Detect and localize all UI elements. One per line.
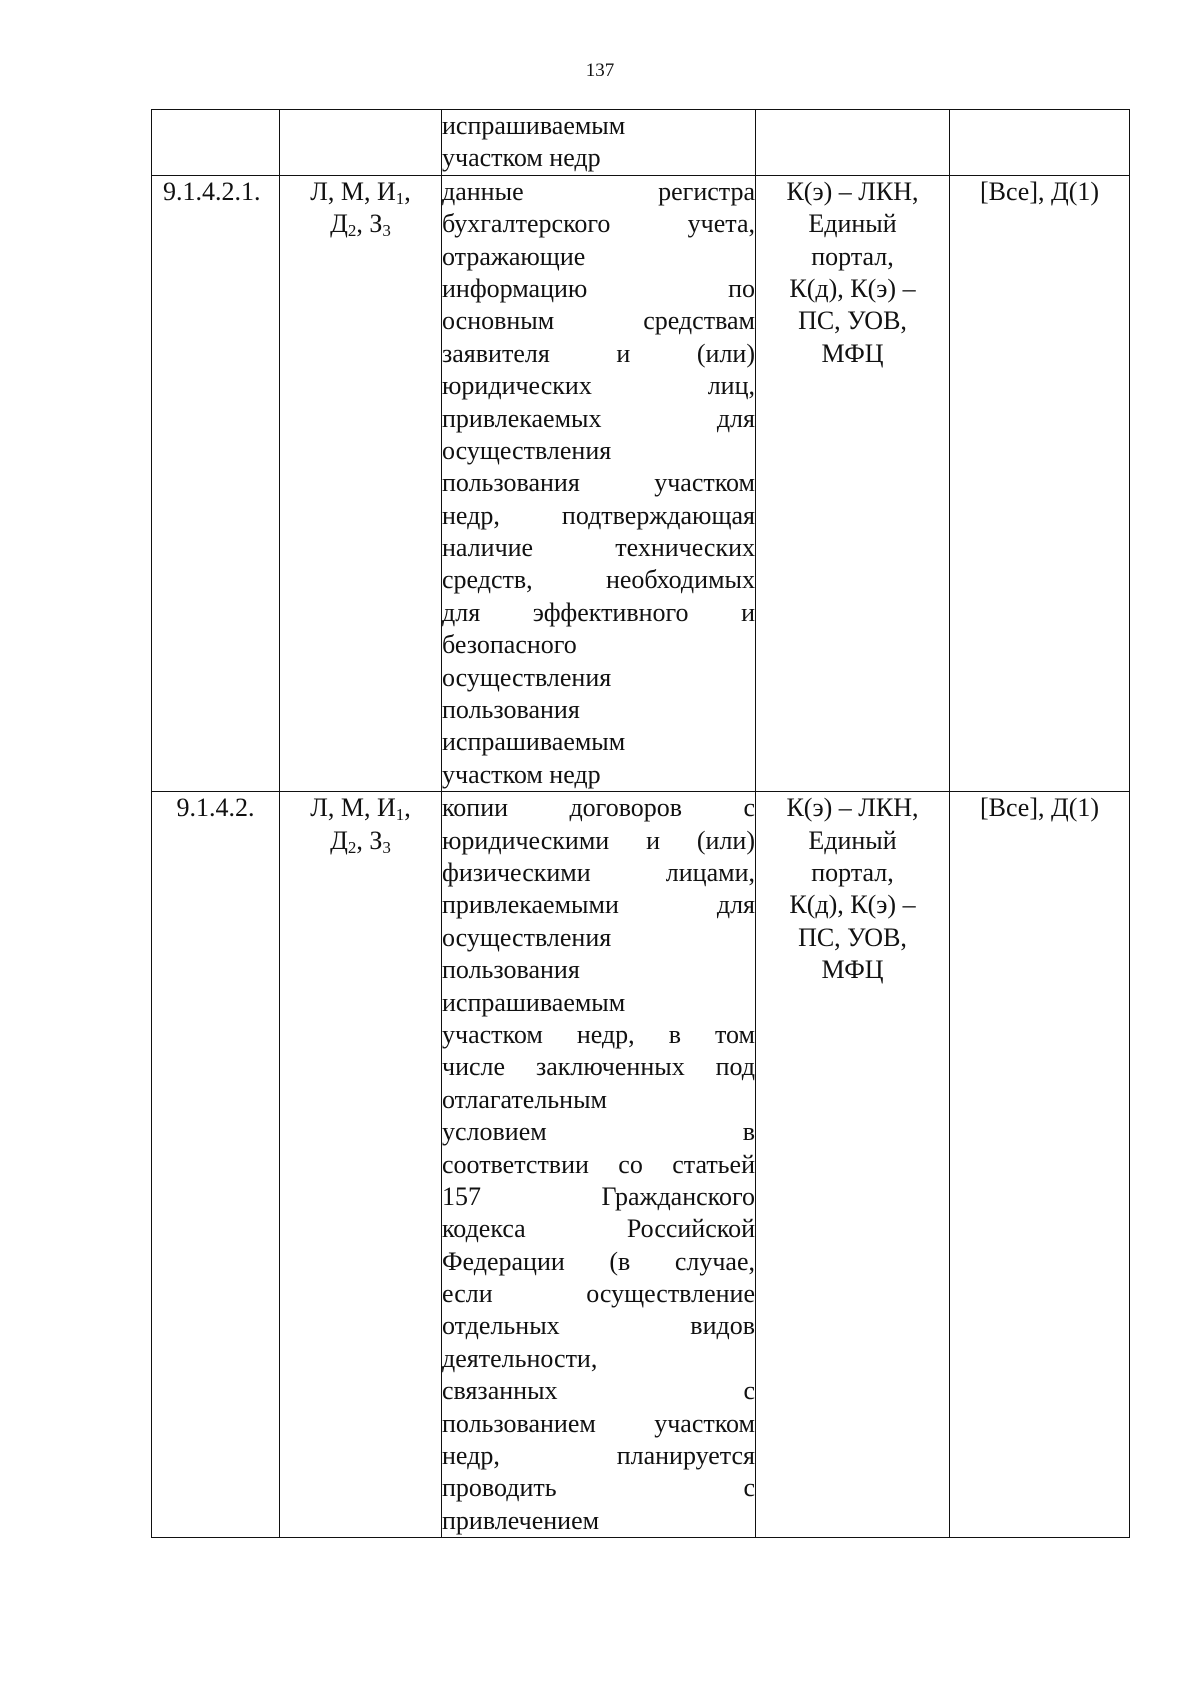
form-line: Единый xyxy=(808,209,897,239)
requirements-table xyxy=(151,109,1130,1538)
description-line: привлекаемых для xyxy=(442,403,755,433)
applicant-text: Л, М, И xyxy=(310,176,396,206)
applicant-text: , xyxy=(404,176,411,206)
form-line: портал, xyxy=(811,241,894,271)
description-line: пользования xyxy=(442,695,580,725)
row-number xyxy=(152,110,280,176)
description-line: привлечением xyxy=(442,1505,600,1535)
description-line: деятельности, xyxy=(442,1343,598,1373)
description-line: пользования участком xyxy=(442,468,755,498)
description-line: информацию по xyxy=(442,273,755,303)
description-line: кодекса Российской xyxy=(442,1214,755,1244)
row-number: 9.1.4.2. xyxy=(152,792,280,1538)
form-line: Единый xyxy=(808,825,897,855)
description-line: бухгалтерского учета, xyxy=(442,209,755,239)
applicant-subscript: 2 xyxy=(347,837,357,857)
description-line: отлагательным xyxy=(442,1084,607,1114)
form-line: МФЦ xyxy=(821,338,884,368)
description-line: средств, необходимых xyxy=(442,565,755,595)
submission-form xyxy=(756,792,950,1538)
description-line: юридическими и (или) xyxy=(442,825,755,855)
description-line: пользованием участком xyxy=(442,1408,755,1438)
description-line: заявителя и (или) xyxy=(442,338,755,368)
description-line: привлекаемыми для xyxy=(442,890,755,920)
form-line: К(э) – ЛКН, xyxy=(786,793,919,823)
document-description xyxy=(442,110,756,176)
description-line: испрашиваемым xyxy=(442,111,626,140)
submission-form xyxy=(756,110,950,176)
scope: [Все], Д(1) xyxy=(950,792,1130,1538)
applicant-text: Д xyxy=(330,209,348,239)
applicant-categories xyxy=(280,110,442,176)
description-line: копии договоров с xyxy=(442,793,755,823)
applicant-categories xyxy=(280,175,442,791)
description-line: отражающие xyxy=(442,241,586,271)
description-line: соответствии со статьей xyxy=(442,1149,755,1179)
description-line: наличие технических xyxy=(442,533,755,563)
description-line: если осуществление xyxy=(442,1279,755,1309)
description-line: участком недр xyxy=(442,759,601,789)
applicant-categories xyxy=(280,792,442,1538)
submission-form xyxy=(756,175,950,791)
description-line: юридических лиц, xyxy=(442,371,755,401)
form-line: К(э) – ЛКН, xyxy=(786,176,919,206)
description-line: недр, подтверждающая xyxy=(442,500,755,530)
description-line: связанных с xyxy=(442,1376,755,1406)
description-line: физическими лицами, xyxy=(442,857,755,887)
description-line: испрашиваемым xyxy=(442,987,626,1017)
description-line: проводить с xyxy=(442,1473,755,1503)
table-row xyxy=(152,792,1130,1538)
description-line: основным средствам xyxy=(442,306,755,336)
applicant-text: , З xyxy=(356,209,383,239)
description-line: условием в xyxy=(442,1117,755,1147)
description-line: осуществления xyxy=(442,435,612,465)
description-line: участком недр, в том xyxy=(442,1019,755,1049)
description-line: безопасного xyxy=(442,630,577,660)
applicant-text: Д xyxy=(330,825,348,855)
description-line: осуществления xyxy=(442,662,612,692)
description-line: Федерации (в случае, xyxy=(442,1246,755,1276)
form-line: ПС, УОВ, xyxy=(798,306,907,336)
form-line: МФЦ xyxy=(821,955,884,985)
applicant-subscript: 3 xyxy=(382,837,391,857)
form-line: портал, xyxy=(811,858,894,888)
form-line: ПС, УОВ, xyxy=(798,922,907,952)
applicant-text: , З xyxy=(356,825,383,855)
applicant-text: , xyxy=(404,793,411,823)
applicant-text: Л, М, И xyxy=(310,793,396,823)
applicant-subscript: 1 xyxy=(395,805,405,825)
page-number: 137 xyxy=(585,60,615,81)
description-line: 157 Гражданского xyxy=(442,1181,755,1211)
description-line: отдельных видов xyxy=(442,1311,755,1341)
form-line: К(д), К(э) – xyxy=(789,274,916,303)
applicant-subscript: 3 xyxy=(382,221,391,241)
table-row xyxy=(152,175,1130,791)
document-description xyxy=(442,792,756,1538)
description-line: данные регистра xyxy=(442,176,755,206)
description-line: пользования xyxy=(442,955,580,985)
description-line: числе заключенных под xyxy=(442,1052,755,1082)
scope: [Все], Д(1) xyxy=(950,175,1130,791)
description-line: испрашиваемым xyxy=(442,727,626,757)
applicant-subscript: 1 xyxy=(395,188,405,208)
description-line: участком недр xyxy=(442,143,601,173)
description-line: недр, планируется xyxy=(442,1441,755,1471)
table-row xyxy=(152,110,1130,176)
applicant-subscript: 2 xyxy=(347,221,357,241)
document-description xyxy=(442,175,756,791)
scope xyxy=(950,110,1130,176)
form-line: К(д), К(э) – xyxy=(789,890,916,920)
row-number: 9.1.4.2.1. xyxy=(152,175,280,791)
description-line: для эффективного и xyxy=(442,597,755,627)
description-line: осуществления xyxy=(442,922,612,952)
